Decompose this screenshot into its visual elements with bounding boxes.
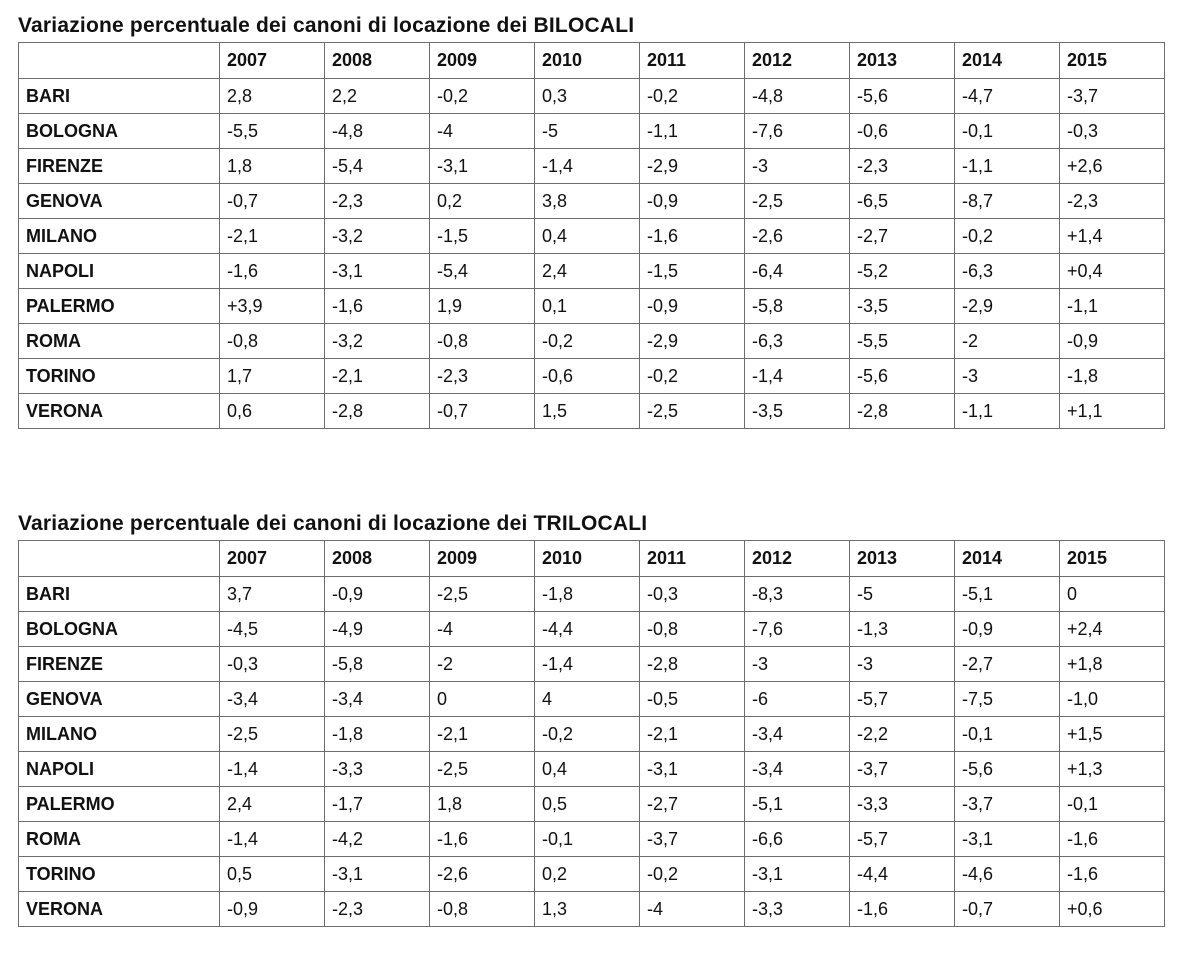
city-cell: GENOVA: [19, 682, 220, 717]
value-cell: -1,6: [1060, 822, 1165, 857]
year-header: 2011: [640, 43, 745, 79]
value-cell: 0: [430, 682, 535, 717]
table-row: [19, 79, 1165, 114]
header-row: [19, 43, 1165, 79]
value-cell: -3,2: [325, 324, 430, 359]
value-cell: -3,1: [955, 822, 1060, 857]
value-cell: -2,2: [850, 717, 955, 752]
table-row: [19, 289, 1165, 324]
table-row: [19, 647, 1165, 682]
value-cell: -3,3: [850, 787, 955, 822]
value-cell: -6,6: [745, 822, 850, 857]
value-cell: 1,3: [535, 892, 640, 927]
value-cell: -5,5: [850, 324, 955, 359]
value-cell: -1,8: [1060, 359, 1165, 394]
city-cell: ROMA: [19, 822, 220, 857]
value-cell: -2: [955, 324, 1060, 359]
value-cell: 0,4: [535, 219, 640, 254]
city-cell: BOLOGNA: [19, 612, 220, 647]
value-cell: -8,3: [745, 577, 850, 612]
table-row: [19, 892, 1165, 927]
value-cell: 2,2: [325, 79, 430, 114]
value-cell: -0,6: [850, 114, 955, 149]
value-cell: -3,4: [745, 717, 850, 752]
city-cell: VERONA: [19, 394, 220, 429]
value-cell: -2,5: [640, 394, 745, 429]
table-row: [19, 394, 1165, 429]
value-cell: -0,3: [1060, 114, 1165, 149]
value-cell: -0,3: [220, 647, 325, 682]
year-header: 2015: [1060, 43, 1165, 79]
value-cell: -0,1: [955, 717, 1060, 752]
city-cell: NAPOLI: [19, 254, 220, 289]
value-cell: -1,6: [325, 289, 430, 324]
value-cell: 0,5: [535, 787, 640, 822]
value-cell: -4,4: [850, 857, 955, 892]
city-cell: MILANO: [19, 219, 220, 254]
value-cell: -2,3: [1060, 184, 1165, 219]
value-cell: -2,9: [955, 289, 1060, 324]
value-cell: -3,1: [430, 149, 535, 184]
value-cell: -1,1: [955, 149, 1060, 184]
year-header: 2009: [430, 541, 535, 577]
year-header: 2009: [430, 43, 535, 79]
value-cell: -7,6: [745, 612, 850, 647]
value-cell: -3,1: [325, 254, 430, 289]
value-cell: -4,8: [325, 114, 430, 149]
value-cell: -0,2: [955, 219, 1060, 254]
value-cell: -4: [430, 612, 535, 647]
year-header: 2008: [325, 541, 430, 577]
value-cell: -0,2: [640, 79, 745, 114]
year-header: 2007: [220, 43, 325, 79]
trilocali-table-title: Variazione percentuale dei canoni di locazione dei TRILOCALI: [18, 512, 648, 535]
value-cell: -2,6: [745, 219, 850, 254]
value-cell: -4,9: [325, 612, 430, 647]
year-header: 2013: [850, 43, 955, 79]
table-row: [19, 612, 1165, 647]
value-cell: +1,4: [1060, 219, 1165, 254]
value-cell: -5,1: [955, 577, 1060, 612]
value-cell: -6,5: [850, 184, 955, 219]
year-header: 2008: [325, 43, 430, 79]
value-cell: -3,7: [1060, 79, 1165, 114]
value-cell: -1,1: [1060, 289, 1165, 324]
value-cell: 0,1: [535, 289, 640, 324]
value-cell: +0,6: [1060, 892, 1165, 927]
value-cell: 0,5: [220, 857, 325, 892]
table-row: [19, 857, 1165, 892]
value-cell: -2,5: [745, 184, 850, 219]
value-cell: 0,6: [220, 394, 325, 429]
value-cell: -1,8: [535, 577, 640, 612]
value-cell: -0,9: [640, 289, 745, 324]
value-cell: -2,3: [325, 892, 430, 927]
city-cell: ROMA: [19, 324, 220, 359]
city-cell: TORINO: [19, 359, 220, 394]
value-cell: -6,4: [745, 254, 850, 289]
city-cell: FIRENZE: [19, 647, 220, 682]
value-cell: -3,1: [325, 857, 430, 892]
value-cell: -0,8: [640, 612, 745, 647]
value-cell: -5,6: [955, 752, 1060, 787]
value-cell: -5: [535, 114, 640, 149]
value-cell: -2: [430, 647, 535, 682]
value-cell: +1,1: [1060, 394, 1165, 429]
value-cell: -1,6: [1060, 857, 1165, 892]
value-cell: 3,8: [535, 184, 640, 219]
year-header: 2014: [955, 43, 1060, 79]
table-row: [19, 822, 1165, 857]
value-cell: -1,7: [325, 787, 430, 822]
value-cell: -5,6: [850, 359, 955, 394]
city-cell: TORINO: [19, 857, 220, 892]
value-cell: -1,6: [430, 822, 535, 857]
value-cell: +1,3: [1060, 752, 1165, 787]
table-row: [19, 324, 1165, 359]
value-cell: -5,8: [745, 289, 850, 324]
city-cell: PALERMO: [19, 787, 220, 822]
value-cell: -0,6: [535, 359, 640, 394]
value-cell: 2,4: [535, 254, 640, 289]
value-cell: -1,6: [850, 892, 955, 927]
value-cell: -8,7: [955, 184, 1060, 219]
header-row: [19, 541, 1165, 577]
value-cell: -6,3: [955, 254, 1060, 289]
value-cell: -0,7: [955, 892, 1060, 927]
value-cell: -1,4: [535, 647, 640, 682]
value-cell: -2,8: [850, 394, 955, 429]
year-header: 2012: [745, 541, 850, 577]
value-cell: -0,2: [640, 857, 745, 892]
value-cell: -0,9: [325, 577, 430, 612]
value-cell: -5: [850, 577, 955, 612]
value-cell: -0,2: [535, 324, 640, 359]
bilocali-table-title: Variazione percentuale dei canoni di locazione dei BILOCALI: [18, 14, 635, 37]
value-cell: +2,6: [1060, 149, 1165, 184]
value-cell: -3,4: [745, 752, 850, 787]
value-cell: 2,8: [220, 79, 325, 114]
value-cell: -1,0: [1060, 682, 1165, 717]
value-cell: 1,9: [430, 289, 535, 324]
value-cell: -3,3: [745, 892, 850, 927]
value-cell: -2,8: [325, 394, 430, 429]
value-cell: -2,9: [640, 149, 745, 184]
value-cell: 1,7: [220, 359, 325, 394]
value-cell: -1,3: [850, 612, 955, 647]
value-cell: -1,5: [640, 254, 745, 289]
value-cell: -3,7: [850, 752, 955, 787]
value-cell: -7,5: [955, 682, 1060, 717]
value-cell: +2,4: [1060, 612, 1165, 647]
value-cell: 0,2: [535, 857, 640, 892]
city-cell: GENOVA: [19, 184, 220, 219]
value-cell: -0,9: [220, 892, 325, 927]
value-cell: -0,9: [955, 612, 1060, 647]
value-cell: -0,1: [535, 822, 640, 857]
value-cell: -1,4: [220, 752, 325, 787]
table-row: [19, 219, 1165, 254]
value-cell: 1,8: [220, 149, 325, 184]
value-cell: -0,8: [430, 892, 535, 927]
table-body: [19, 79, 1165, 429]
value-cell: -1,5: [430, 219, 535, 254]
value-cell: -5,8: [325, 647, 430, 682]
table-row: [19, 577, 1165, 612]
value-cell: 0,4: [535, 752, 640, 787]
value-cell: -2,9: [640, 324, 745, 359]
value-cell: -4,2: [325, 822, 430, 857]
value-cell: -3: [850, 647, 955, 682]
table-row: [19, 752, 1165, 787]
city-cell: BARI: [19, 79, 220, 114]
value-cell: -0,9: [640, 184, 745, 219]
value-cell: -2,5: [220, 717, 325, 752]
table-row: [19, 359, 1165, 394]
value-cell: -0,1: [1060, 787, 1165, 822]
value-cell: +3,9: [220, 289, 325, 324]
year-header: 2015: [1060, 541, 1165, 577]
value-cell: -0,7: [220, 184, 325, 219]
value-cell: -2,8: [640, 647, 745, 682]
value-cell: -5,4: [325, 149, 430, 184]
table-row: [19, 184, 1165, 219]
value-cell: -2,5: [430, 577, 535, 612]
value-cell: -3,4: [325, 682, 430, 717]
value-cell: 2,4: [220, 787, 325, 822]
value-cell: -2,7: [850, 219, 955, 254]
value-cell: 1,8: [430, 787, 535, 822]
value-cell: -4,8: [745, 79, 850, 114]
city-cell: NAPOLI: [19, 752, 220, 787]
value-cell: -3,4: [220, 682, 325, 717]
value-cell: -4: [430, 114, 535, 149]
year-header: 2014: [955, 541, 1060, 577]
value-cell: -0,5: [640, 682, 745, 717]
value-cell: -0,8: [220, 324, 325, 359]
value-cell: -0,8: [430, 324, 535, 359]
value-cell: -4,5: [220, 612, 325, 647]
value-cell: -3,7: [955, 787, 1060, 822]
value-cell: -3,1: [745, 857, 850, 892]
value-cell: -4,7: [955, 79, 1060, 114]
bilocali-section: [18, 10, 1165, 429]
value-cell: -0,7: [430, 394, 535, 429]
value-cell: -7,6: [745, 114, 850, 149]
value-cell: -3,1: [640, 752, 745, 787]
value-cell: -3: [745, 149, 850, 184]
value-cell: -5,4: [430, 254, 535, 289]
value-cell: -2,7: [955, 647, 1060, 682]
value-cell: -2,6: [430, 857, 535, 892]
trilocali-table: [18, 540, 1165, 927]
city-cell: PALERMO: [19, 289, 220, 324]
value-cell: -3,2: [325, 219, 430, 254]
value-cell: -1,8: [325, 717, 430, 752]
value-cell: -6,3: [745, 324, 850, 359]
value-cell: 0,2: [430, 184, 535, 219]
city-cell: BOLOGNA: [19, 114, 220, 149]
value-cell: -0,2: [640, 359, 745, 394]
value-cell: -1,6: [220, 254, 325, 289]
bilocali-table: [18, 42, 1165, 429]
value-cell: -2,5: [430, 752, 535, 787]
value-cell: -1,4: [535, 149, 640, 184]
value-cell: -5,7: [850, 682, 955, 717]
value-cell: -3: [955, 359, 1060, 394]
value-cell: -1,6: [640, 219, 745, 254]
value-cell: -3,5: [745, 394, 850, 429]
table-row: [19, 149, 1165, 184]
value-cell: -3,3: [325, 752, 430, 787]
city-cell: MILANO: [19, 717, 220, 752]
year-header: 2010: [535, 541, 640, 577]
city-cell: BARI: [19, 577, 220, 612]
value-cell: -5,1: [745, 787, 850, 822]
value-cell: 1,5: [535, 394, 640, 429]
table-body: [19, 577, 1165, 927]
table-row: [19, 682, 1165, 717]
value-cell: +1,5: [1060, 717, 1165, 752]
value-cell: -0,1: [955, 114, 1060, 149]
value-cell: -4: [640, 892, 745, 927]
table-row: [19, 787, 1165, 822]
value-cell: -3,7: [640, 822, 745, 857]
year-header: 2007: [220, 541, 325, 577]
value-cell: -4,4: [535, 612, 640, 647]
table-row: [19, 114, 1165, 149]
value-cell: 0: [1060, 577, 1165, 612]
value-cell: -2,7: [640, 787, 745, 822]
value-cell: -2,3: [850, 149, 955, 184]
value-cell: -5,6: [850, 79, 955, 114]
table-row: [19, 254, 1165, 289]
table-row: [19, 717, 1165, 752]
year-header: 2013: [850, 541, 955, 577]
value-cell: -1,4: [220, 822, 325, 857]
city-cell: VERONA: [19, 892, 220, 927]
value-cell: -5,7: [850, 822, 955, 857]
value-cell: -2,1: [640, 717, 745, 752]
value-cell: -2,3: [325, 184, 430, 219]
value-cell: 0,3: [535, 79, 640, 114]
value-cell: -5,5: [220, 114, 325, 149]
value-cell: -3: [745, 647, 850, 682]
value-cell: -0,2: [535, 717, 640, 752]
value-cell: -6: [745, 682, 850, 717]
value-cell: -0,3: [640, 577, 745, 612]
corner-cell: [19, 541, 220, 577]
value-cell: 4: [535, 682, 640, 717]
value-cell: -1,1: [955, 394, 1060, 429]
value-cell: -1,4: [745, 359, 850, 394]
value-cell: -1,1: [640, 114, 745, 149]
value-cell: +1,8: [1060, 647, 1165, 682]
city-cell: FIRENZE: [19, 149, 220, 184]
year-header: 2011: [640, 541, 745, 577]
value-cell: -0,9: [1060, 324, 1165, 359]
year-header: 2012: [745, 43, 850, 79]
value-cell: -4,6: [955, 857, 1060, 892]
value-cell: -2,1: [220, 219, 325, 254]
corner-cell: [19, 43, 220, 79]
value-cell: -2,1: [430, 717, 535, 752]
value-cell: -0,2: [430, 79, 535, 114]
value-cell: -2,1: [325, 359, 430, 394]
value-cell: -2,3: [430, 359, 535, 394]
value-cell: -5,2: [850, 254, 955, 289]
trilocali-section: [18, 508, 1165, 927]
value-cell: -3,5: [850, 289, 955, 324]
year-header: 2010: [535, 43, 640, 79]
value-cell: 3,7: [220, 577, 325, 612]
value-cell: +0,4: [1060, 254, 1165, 289]
